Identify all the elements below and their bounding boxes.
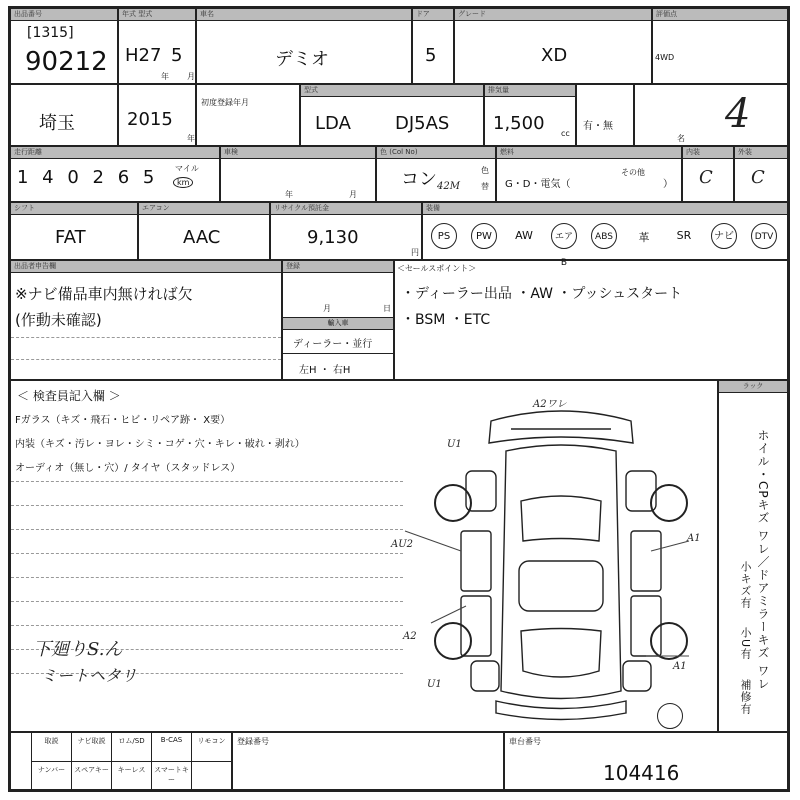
- side-sub-3: 補修有: [739, 679, 752, 715]
- import-box: 登録 月 日 輸入車 ディーラー・並行 左H ・ 右H: [282, 260, 394, 380]
- transmission: FAT: [55, 227, 86, 248]
- side-sub-1: 小キズ有: [739, 561, 752, 609]
- side-column: ラック ホイル・CPキズ ワレ／ドアミラーキズ ワレ 小キズ有 小U有 補修有: [718, 380, 788, 732]
- footer-item: ナビ取説: [71, 733, 111, 762]
- footer-item: [191, 762, 231, 791]
- recycle-fee-cell: リサイクル預託金 9,130 円: [270, 202, 422, 260]
- region-cell: [10, 84, 118, 146]
- doors: 5: [425, 45, 437, 66]
- footer-item: キーレス: [111, 762, 151, 791]
- handwritten-note-1: 下廻りS.ん: [33, 639, 123, 660]
- rating-value: 4: [725, 91, 751, 137]
- first-reg-year: 2015: [127, 109, 173, 130]
- equipment-item: SR: [676, 229, 692, 242]
- glass-note: Fガラス（キズ・飛石・ヒビ・リペア跡・ X要）: [15, 415, 231, 426]
- footer-item: 取説: [31, 733, 71, 762]
- year-jp: H27: [125, 45, 162, 66]
- color: コン: [401, 169, 437, 190]
- region: 埼玉: [39, 113, 75, 134]
- diagram-note-right-low: A1: [673, 661, 687, 672]
- equipment-item: エアB: [551, 223, 577, 249]
- equipment-item: PS: [431, 223, 457, 249]
- ac: AAC: [183, 227, 221, 248]
- model-year-cell: 年式 型式 H27 5 年 月: [118, 8, 196, 84]
- footer-item: ロム/SD: [111, 733, 151, 762]
- inspector-title: ＜ 検査員記入欄 ＞: [17, 389, 121, 403]
- reg-number-cell: 登録番号: [232, 732, 504, 790]
- footer-item: ナンバー: [31, 762, 71, 791]
- grade: XD: [541, 45, 568, 66]
- diagram-note-left-bottom: U1: [427, 679, 442, 690]
- color-code: 42M: [437, 181, 460, 192]
- chassis-number: 104416: [603, 761, 680, 785]
- first-reg-cell: 2015 年: [118, 84, 196, 146]
- chassis-code: DJ5AS: [395, 113, 450, 134]
- interior-grade: C: [699, 167, 713, 188]
- sales-point-2: ・BSM ・ETC: [401, 312, 491, 328]
- inspector-box: [10, 380, 718, 732]
- seller-notes-box: 出品者申告欄 ※ナビ備品車内無ければ欠 (作動未確認): [10, 260, 282, 380]
- diagram-note-left-low: A2: [403, 631, 417, 642]
- footer-item: スペアキー: [71, 762, 111, 791]
- diagram-note-right-mid: A1: [687, 533, 701, 544]
- audio-note: オーディオ（無し・穴）/ タイヤ（スタッドレス）: [15, 463, 241, 474]
- side-text: ホイル・CPキズ ワレ／ドアミラーキズ ワレ: [756, 429, 770, 691]
- drive-type: 4WD: [655, 53, 675, 62]
- seller-note-1: ※ナビ備品車内無ければ欠: [15, 285, 193, 303]
- lot-cell: [10, 8, 118, 84]
- model-cell: 車名 デミオ: [196, 8, 412, 84]
- displacement-cell: 排気量 1,500 cc: [484, 84, 576, 146]
- rating-cell: 評価点 4WD: [652, 8, 788, 84]
- model-name: デミオ: [275, 49, 329, 70]
- equipment-item: 革: [638, 231, 650, 244]
- fuel-cell: 燃料 G・D・電気（ その他 ）: [496, 146, 682, 202]
- lot-code: [1315]: [27, 25, 74, 41]
- month: 5: [171, 45, 183, 66]
- chassis-cell: 型式 LDA DJ5AS: [300, 84, 484, 146]
- footer-item: B-CAS: [151, 733, 191, 762]
- seller-note-2: (作動未確認): [15, 311, 102, 329]
- footer-item: スマートキー: [151, 762, 191, 791]
- handle-label: 左H ・ 右H: [299, 365, 351, 376]
- grade-cell: グレード XD: [454, 8, 652, 84]
- recycle-fee: 9,130: [307, 227, 359, 248]
- equipment-item: AW: [515, 229, 533, 242]
- exterior-grade-cell: 外装 C: [734, 146, 788, 202]
- ac-cell: エアコン AAC: [138, 202, 270, 260]
- footer-items: [10, 732, 232, 790]
- sales-point-1: ・ディーラー出品 ・AW ・プッシュスタート: [401, 286, 683, 302]
- equipment-item: PW: [471, 223, 497, 249]
- equipment-item: DTV: [751, 223, 777, 249]
- equipment-item: ABS: [591, 223, 617, 249]
- check-circle: [657, 703, 683, 729]
- mileage: 1 4 0 2 6 5: [17, 167, 159, 188]
- exterior-grade: C: [751, 167, 765, 188]
- footer-item: リモコン: [191, 733, 231, 762]
- fuel-options: G・D・電気（: [505, 179, 571, 190]
- inspection-sheet: [8, 6, 790, 792]
- diagram-note-left-mid: AU2: [391, 539, 414, 550]
- handwritten-note-2: ミートヘタリ: [41, 666, 138, 685]
- transmission-cell: シフト FAT: [10, 202, 138, 260]
- interior-note: 内装（キズ・汚レ・ヨレ・シミ・コゲ・穴・キレ・破れ・剥れ）: [15, 439, 305, 450]
- lot-header: 出品番号: [11, 9, 117, 21]
- color-cell: 色 (Col No) コン 42M 色 替: [376, 146, 496, 202]
- chassis-number-cell: 車台番号 104416: [504, 732, 788, 790]
- lot-number: 90212: [25, 47, 108, 77]
- displacement: 1,500: [493, 113, 545, 134]
- prefix-code: LDA: [315, 113, 351, 134]
- sales-point-box: ＜セールスポイント＞ ・ディーラー出品 ・AW ・プッシュスタート ・BSM ・ETC: [394, 260, 788, 380]
- interior-grade-cell: 内装 C: [682, 146, 734, 202]
- diagram-note-top: A2ワレ: [533, 399, 567, 410]
- shaken-cell: 車検 年 月: [220, 146, 376, 202]
- dealer-label: ディーラー・並行: [293, 339, 373, 350]
- mileage-cell: 走行距離 1 4 0 2 6 5 マイル km: [10, 146, 220, 202]
- diagram-note-left-top: U1: [447, 439, 462, 450]
- rating-value-cell: 名 4: [634, 84, 788, 146]
- doors-cell: ドア 5: [412, 8, 454, 84]
- first-reg-label-cell: 初度登録年月: [196, 84, 300, 146]
- equipment-cell: 装備 PS PW AW エアB ABS 革 SR ナビ DTV: [422, 202, 788, 260]
- side-sub-2: 小U有: [739, 627, 752, 661]
- recycle-flag-cell: 有・無: [576, 84, 634, 146]
- equipment-item: ナビ: [711, 223, 737, 249]
